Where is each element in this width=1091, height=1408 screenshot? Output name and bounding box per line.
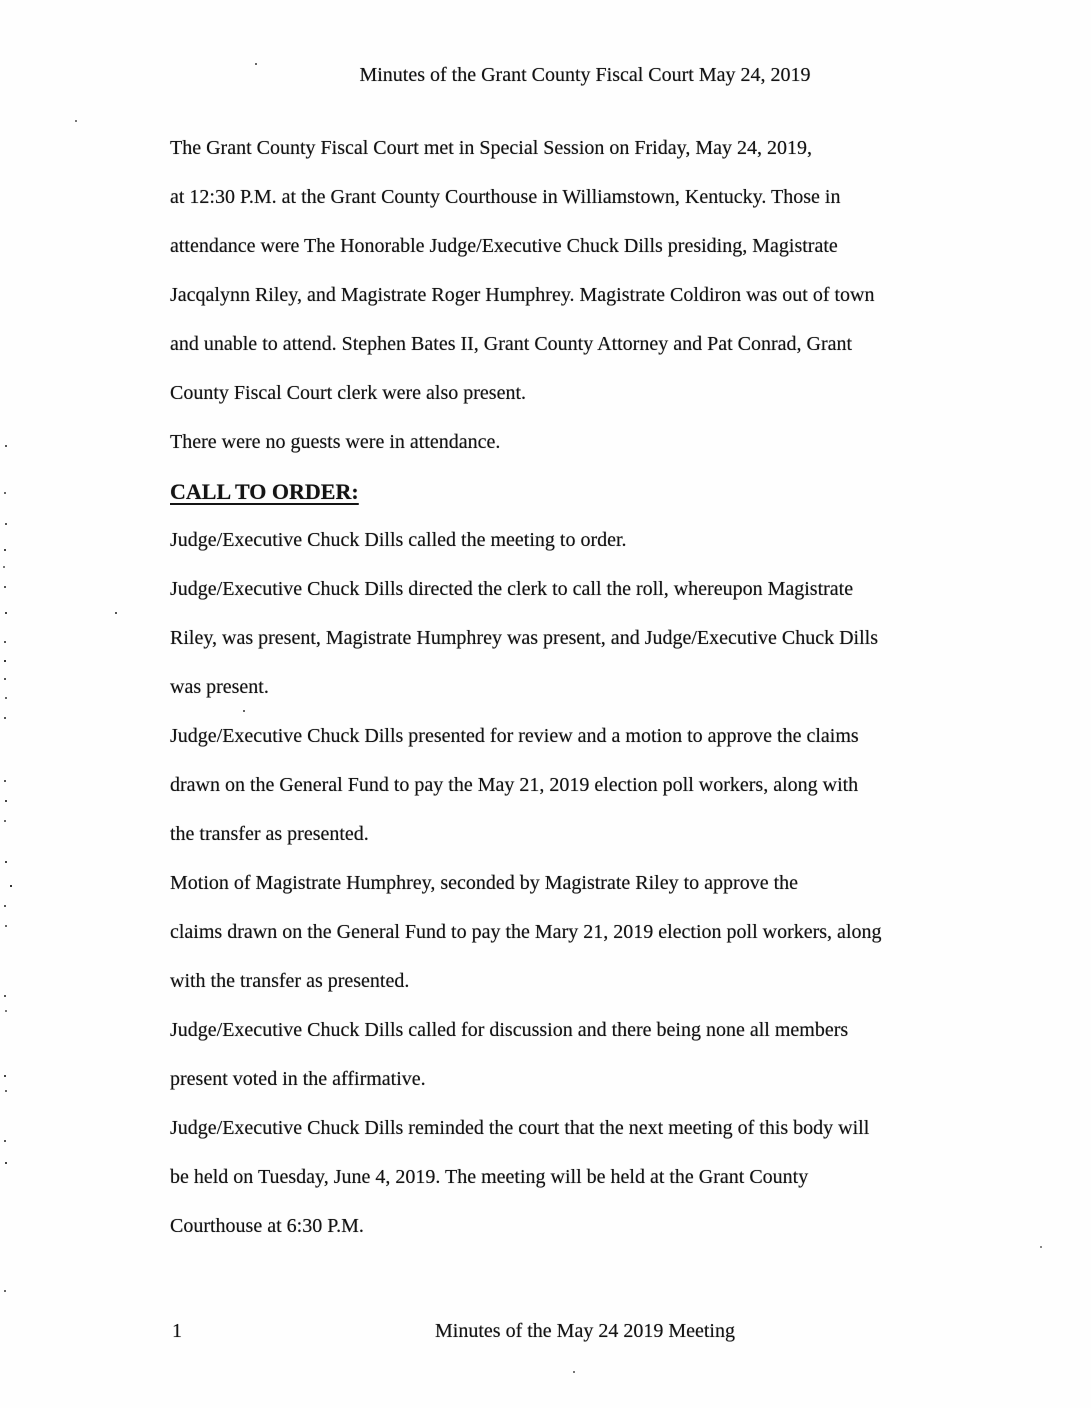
body-line: with the transfer as presented. [170, 970, 410, 992]
page-footer [170, 1320, 1000, 1343]
page-number: 1 [172, 1320, 182, 1342]
body-line: Riley, was present, Magistrate Humphrey was present, and Judge/Executive Chuck Dills [170, 627, 878, 649]
body-line: and unable to attend. Stephen Bates II, Grant County Attorney and Pat Conrad, Grant [170, 333, 853, 355]
page-title: Minutes of the Grant County Fiscal Court May 24, 2019 [359, 64, 811, 86]
body-line: be held on Tuesday, June 4, 2019. The meeting will be held at the Grant County [170, 1166, 809, 1188]
body-line: The Grant County Fiscal Court met in Special Session on Friday, May 24, 2019, [170, 137, 812, 159]
document-body [170, 124, 1000, 1251]
body-line: at 12:30 P.M. at the Grant County Courthouse in Williamstown, Kentucky. Those in [170, 186, 841, 208]
body-line: Judge/Executive Chuck Dills called the meeting to order. [170, 529, 627, 551]
body-line: Judge/Executive Chuck Dills reminded the court that the next meeting of this body will [170, 1117, 870, 1139]
footer-caption: Minutes of the May 24 2019 Meeting [435, 1320, 735, 1342]
body-line: the transfer as presented. [170, 823, 369, 845]
body-line: Judge/Executive Chuck Dills called for discussion and there being none all members [170, 1019, 849, 1041]
section-heading-call-to-order: CALL TO ORDER: [170, 479, 359, 504]
body-line: attendance were The Honorable Judge/Executive Chuck Dills presiding, Magistrate [170, 235, 838, 257]
body-line: claims drawn on the General Fund to pay the Mary 21, 2019 election poll workers, along [170, 921, 882, 943]
body-line: County Fiscal Court clerk were also present. [170, 382, 527, 404]
body-line: was present. [170, 676, 269, 698]
body-line: Judge/Executive Chuck Dills presented for review and a motion to approve the claims [170, 725, 859, 747]
body-line: There were no guests were in attendance. [170, 431, 501, 453]
body-line: drawn on the General Fund to pay the May 21, 2019 election poll workers, along with [170, 774, 859, 796]
body-line: Motion of Magistrate Humphrey, seconded by Magistrate Riley to approve the [170, 872, 798, 894]
body-line: Courthouse at 6:30 P.M. [170, 1215, 364, 1237]
body-line: Judge/Executive Chuck Dills directed the clerk to call the roll, whereupon Magistrate [170, 578, 854, 600]
body-line: present voted in the affirmative. [170, 1068, 426, 1090]
scan-noise [0, 0, 2, 2]
body-line: Jacqalynn Riley, and Magistrate Roger Humphrey. Magistrate Coldiron was out of town [170, 284, 875, 306]
